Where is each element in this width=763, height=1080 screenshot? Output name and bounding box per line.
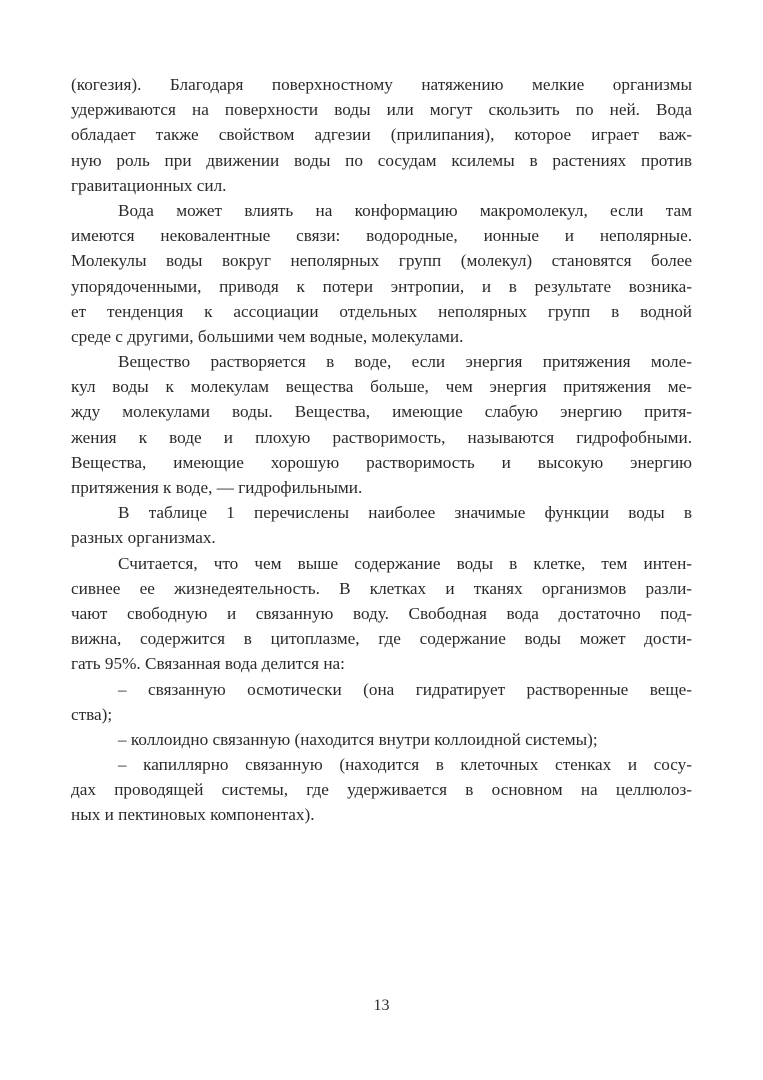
text-line: Вода может влиять на конформацию макромолекул, если там (118, 200, 692, 220)
text-line: Молекулы воды вокруг неполярных групп (молекул) становятся более (71, 251, 692, 271)
text-line: разных организмах. (71, 528, 216, 548)
text-line: Вещества, имеющие хорошую растворимость и высокую энергию (71, 452, 692, 472)
text-line: Вещество растворяется в воде, если энергия притяжения моле- (118, 352, 692, 372)
text-line: – связанную осмотически (она гидратирует растворенные веще- (118, 679, 692, 699)
text-line: притяжения к воде, — гидрофильными. (71, 478, 363, 497)
text-line: ную роль при движении воды по сосудам ксилемы в растениях против (71, 150, 692, 170)
text-line: чают свободную и связанную воду. Свободная вода достаточно под- (71, 603, 692, 623)
text-line: упорядоченными, приводя к потери энтропии, и в результате возника- (71, 276, 692, 296)
text-line: гравитационных сил. (71, 175, 227, 195)
text-line: жду молекулами воды. Вещества, имеющие слабую энергию притя- (71, 402, 692, 422)
text-line: удерживаются на поверхности воды или могут скользить по ней. Вода (71, 100, 692, 120)
text-line: (когезия). Благодаря поверхностному натяжению мелкие организмы (71, 75, 692, 94)
body-text (71, 72, 692, 828)
text-line: – капиллярно связанную (находится в клеточных стенках и сосу- (118, 755, 692, 775)
text-line: В таблице 1 перечислены наиболее значимые функции воды в (118, 503, 692, 523)
text-line: ства); (71, 704, 113, 724)
text-line: гать 95%. Связанная вода делится на: (71, 654, 345, 674)
text-line: жения к воде и плохую растворимость, называются гидрофобными. (71, 427, 692, 447)
text-line: среде с другими, большими чем водные, молекулами. (71, 326, 464, 346)
text-line: ет тенденция к ассоциации отдельных неполярных групп в водной (71, 301, 692, 321)
text-line: обладает также свойством адгезии (прилипания), которое играет важ- (71, 125, 692, 145)
page-number: 13 (373, 997, 390, 1014)
text-line: ных и пектиновых компонентах). (71, 805, 315, 825)
text-line: дах проводящей системы, где удерживается в основном на целлюлоз- (71, 780, 692, 800)
text-line: – коллоидно связанную (находится внутри коллоидной системы); (118, 729, 598, 749)
text-line: кул воды к молекулам вещества больше, чем энергия притяжения ме- (71, 377, 692, 397)
text-line: Считается, что чем выше содержание воды в клетке, тем интен- (118, 553, 692, 573)
text-line: сивнее ее жизнедеятельность. В клетках и тканях организмов разли- (71, 578, 692, 598)
text-line: имеются нековалентные связи: водородные, ионные и неполярные. (71, 226, 692, 246)
text-line: вижна, содержится в цитоплазме, где содержание воды может дости- (71, 629, 692, 649)
